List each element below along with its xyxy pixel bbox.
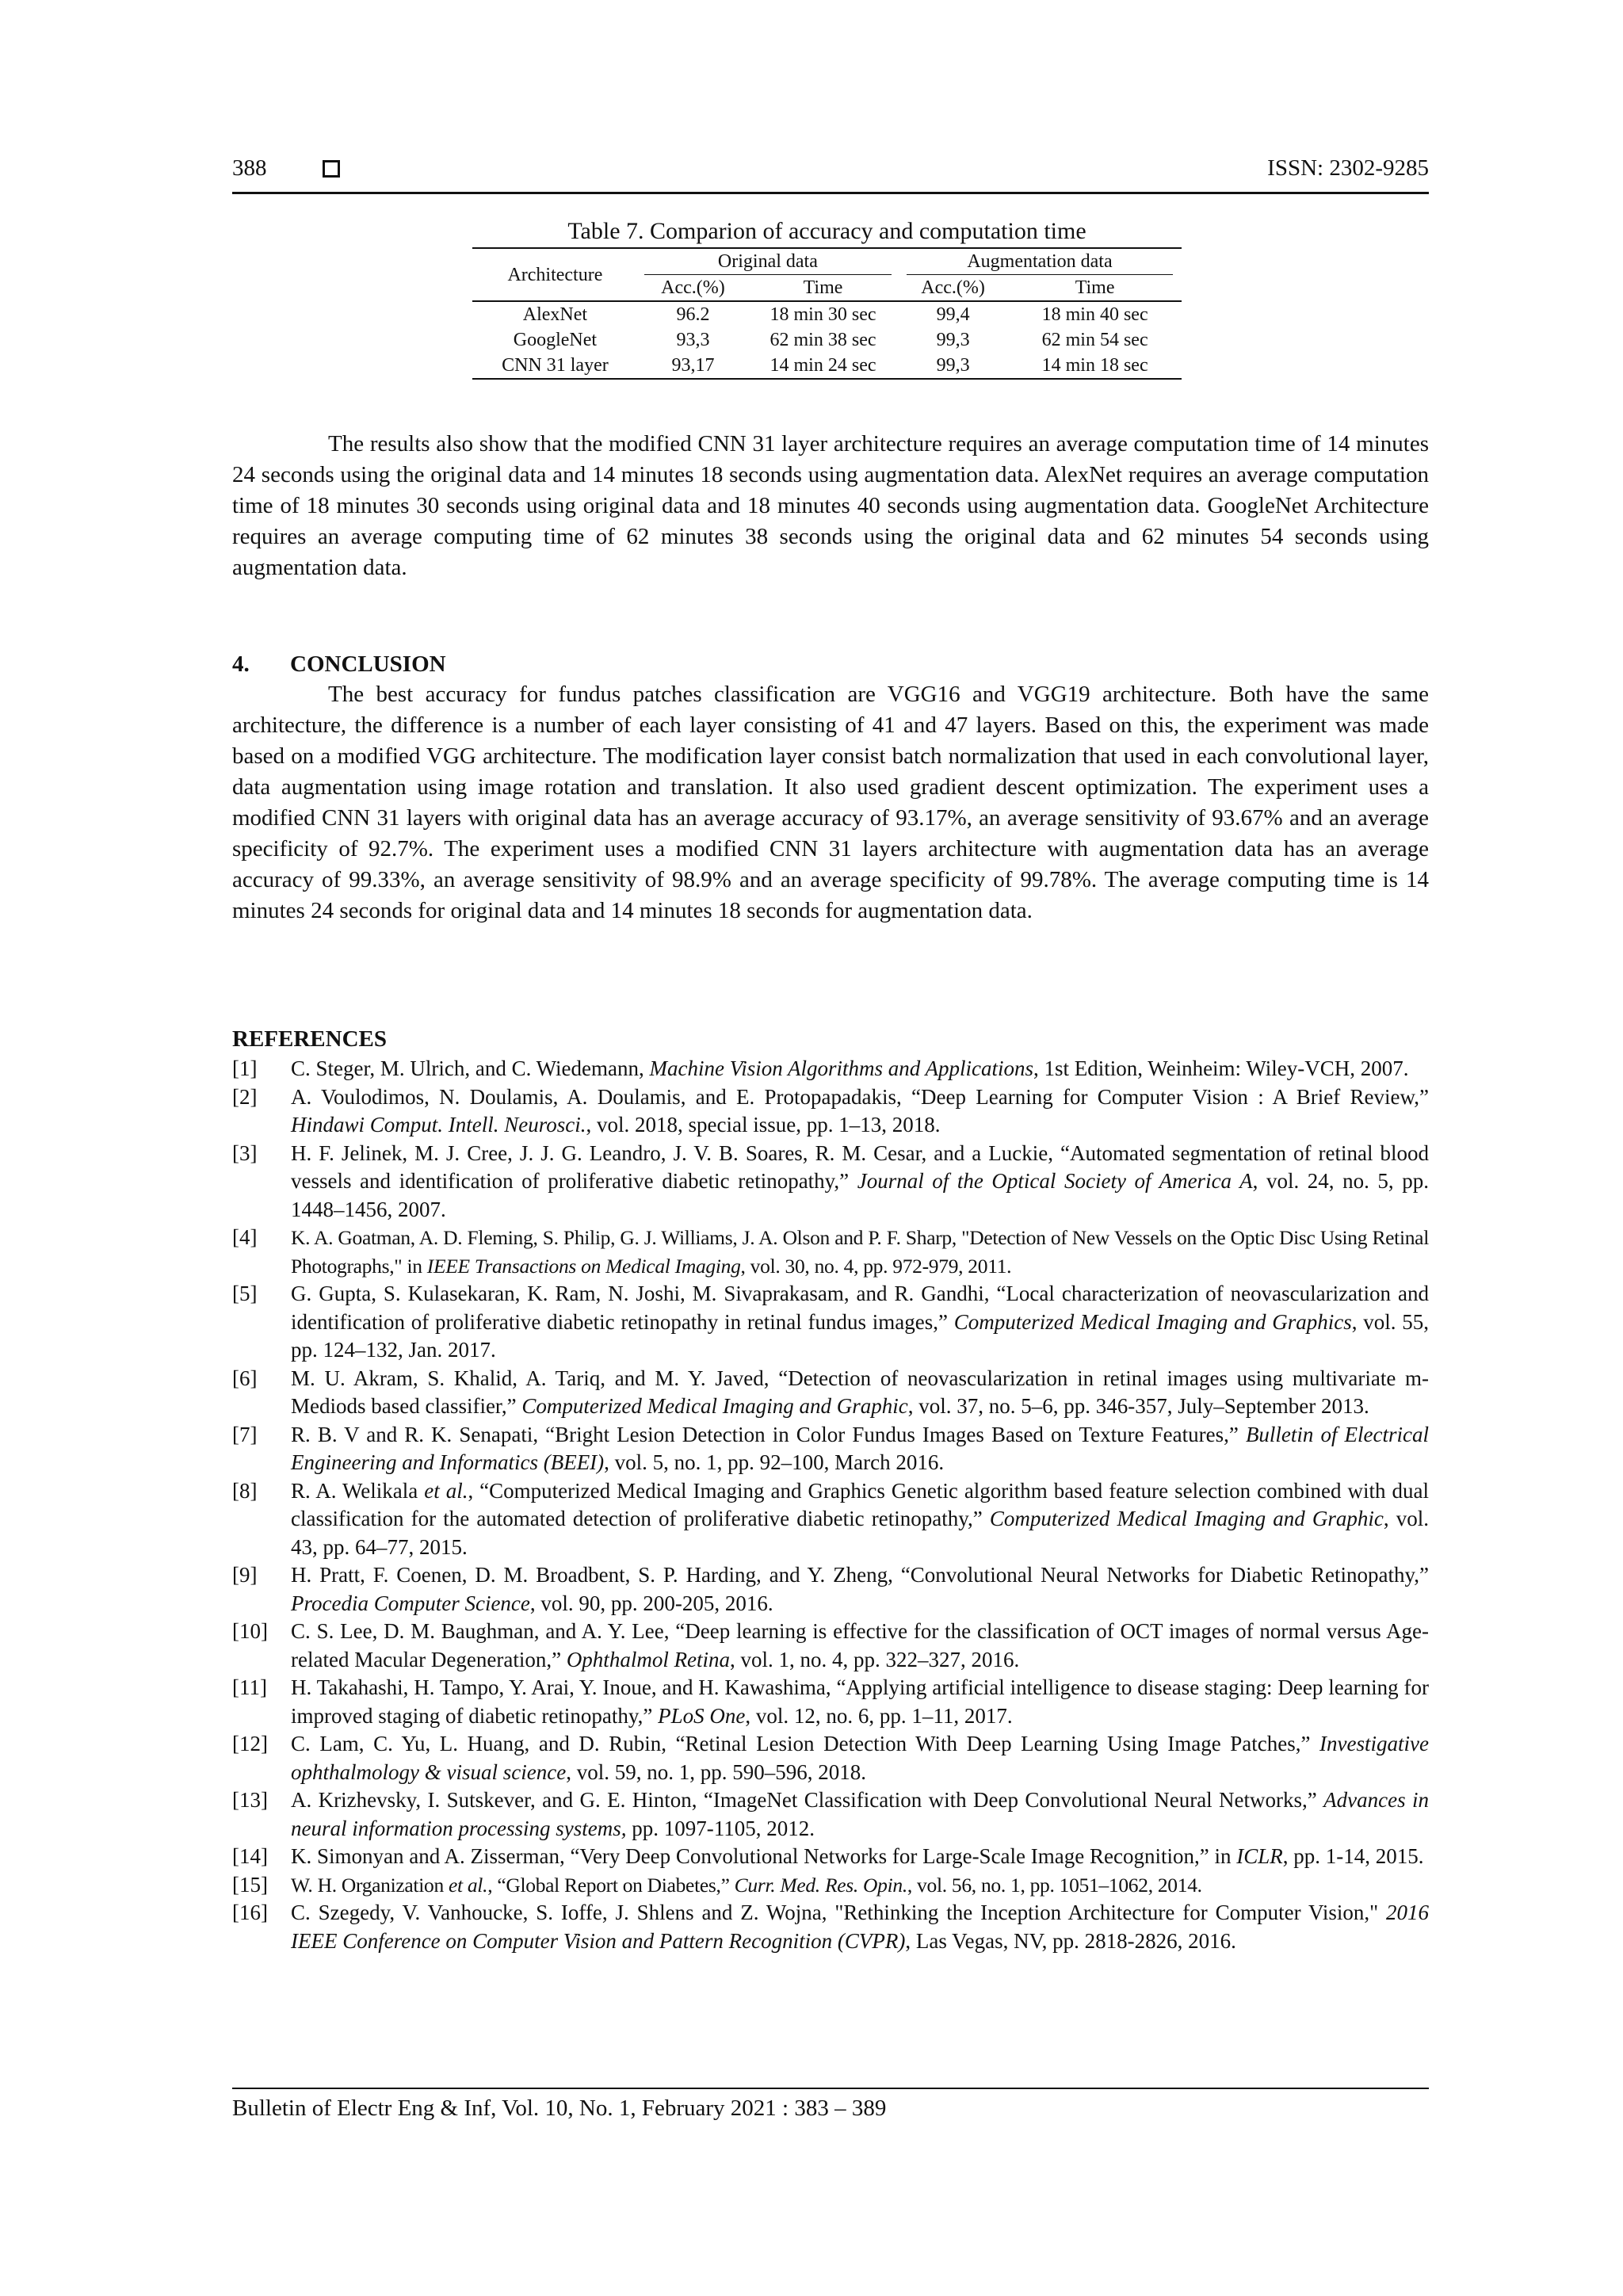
cell-aug-time: 14 min 18 sec (1008, 353, 1182, 379)
reference-segment: , vol. 56, no. 1, pp. 1051–1062, 2014. (907, 1873, 1202, 1897)
page-number: 388 (232, 155, 267, 181)
reference-text (291, 1421, 1429, 1477)
cell-arch: CNN 31 layer (472, 353, 638, 379)
reference-segment: , vol. 59, no. 1, pp. 590–596, 2018. (566, 1759, 866, 1784)
col-group-original (638, 248, 898, 275)
reference-item (232, 1871, 1429, 1900)
reference-item (232, 1055, 1429, 1083)
comparison-table-block (472, 217, 1182, 380)
reference-segment: , 1st Edition, Weinheim: Wiley-VCH, 2007. (1033, 1056, 1409, 1080)
col-architecture: Architecture (472, 248, 638, 301)
reference-segment: C. Steger, M. Ulrich, and C. Wiedemann, (291, 1056, 650, 1080)
page-footer: Bulletin of Electr Eng & Inf, Vol. 10, No. 1, February 2021 : 383 – 389 (232, 2095, 887, 2121)
reference-venue: Hindawi Comput. Intell. Neurosci. (291, 1113, 586, 1137)
cell-orig-acc: 96.2 (676, 304, 710, 325)
comparison-table (472, 247, 1182, 380)
reference-venue: Computerized Medical Imaging and Graphic (989, 1507, 1384, 1530)
cell-aug-acc: 99,3 (898, 353, 1008, 379)
results-paragraph: The results also show that the modified CNN 31 layer architecture requires an average computation time of 14 minutes 24 seconds using the original data and 14 minutes 18 seconds using augmentation data. AlexNet requires an average computation time of 18 minutes 30 seconds using original data and 18 minutes 40 seconds using augmentation data. GoogleNet Architecture requires an average computing time of 62 minutes 38 seconds using the original data and 62 minutes 54 seconds using augmentation data. (232, 431, 1429, 580)
reference-number: [9] (232, 1563, 258, 1587)
reference-item (232, 1280, 1429, 1365)
reference-segment: , vol. 5, no. 1, pp. 92–100, March 2016. (604, 1450, 945, 1474)
reference-segment: K. A. Goatman, A. D. Fleming, S. Philip, G. J. Williams, J. A. Olson and P. F. Sharp, "Detection of New Vessels on the Optic Disc Using Retinal Photographs," in (291, 1226, 1429, 1278)
reference-segment: , vol. 43, pp. 64–77, 2015. (291, 1507, 1429, 1559)
reference-number: [1] (232, 1056, 258, 1080)
cell-aug-time: 18 min 40 sec (1041, 304, 1148, 325)
reference-segment: A. Krizhevsky, I. Sutskever, and G. E. Hinton, “ImageNet Classification with Deep Convolutional Neural Networks,” (291, 1788, 1324, 1812)
reference-item (232, 1224, 1429, 1280)
reference-segment: K. Simonyan and A. Zisserman, “Very Deep Convolutional Networks for Large-Scale Image Recognition,” in (291, 1844, 1237, 1868)
reference-item (232, 1674, 1429, 1730)
table-row (472, 353, 1182, 379)
reference-text (291, 1871, 1429, 1900)
reference-venue: et al. (424, 1478, 468, 1503)
reference-venue: Investigative ophthalmology & visual science (291, 1732, 1429, 1784)
reference-number: [11] (232, 1675, 267, 1699)
reference-segment: , vol. 1, no. 4, pp. 322–327, 2016. (730, 1647, 1020, 1671)
reference-venue: Ophthalmol Retina (566, 1647, 731, 1671)
reference-segment: G. Gupta, S. Kulasekaran, K. Ram, N. Joshi, M. Sivaprakasam, and R. Gandhi, “Local characterization of neovascularization and identification of proliferative diabetic retinopathy in retinal fundus images,” (291, 1282, 1429, 1334)
reference-item (232, 1365, 1429, 1421)
reference-venue: Procedia Computer Science (291, 1591, 530, 1615)
issn-label: ISSN: 2302-9285 (1267, 155, 1429, 181)
section-title: CONCLUSION (290, 651, 446, 677)
reference-venue: Computerized Medical Imaging and Graphics (953, 1309, 1352, 1334)
reference-text (291, 1365, 1429, 1421)
reference-venue: PLoS One (658, 1703, 746, 1728)
reference-item (232, 1899, 1429, 1955)
footer-divider (232, 2088, 1429, 2089)
reference-segment: H. Takahashi, H. Tampo, Y. Arai, Y. Inoue, and H. Kawashima, “Applying artificial intelligence to disease staging: Deep learning for improved staging of diabetic retinopathy,” (291, 1675, 1429, 1728)
reference-number: [13] (232, 1788, 268, 1812)
section-number: 4. (232, 651, 250, 677)
reference-venue: et al. (448, 1873, 488, 1897)
reference-item (232, 1477, 1429, 1562)
references-heading: REFERENCES (232, 1026, 387, 1052)
reference-item (232, 1083, 1429, 1140)
reference-segment: , vol. 12, no. 6, pp. 1–11, 2017. (745, 1703, 1013, 1728)
reference-segment: W. H. Organization (291, 1873, 449, 1897)
header-divider (232, 192, 1429, 194)
reference-venue: Computerized Medical Imaging and Graphic (521, 1394, 908, 1418)
reference-venue: IEEE Transactions on Medical Imaging (426, 1254, 741, 1278)
reference-text (291, 1561, 1429, 1618)
checkbox-square-icon (323, 160, 340, 178)
cell-arch: GoogleNet (513, 330, 598, 350)
cell-aug-time: 62 min 54 sec (1041, 330, 1148, 350)
reference-number: [12] (232, 1732, 268, 1755)
cell-aug-acc: 99,4 (936, 304, 970, 325)
reference-number: [15] (232, 1872, 268, 1897)
reference-text (291, 1280, 1429, 1365)
reference-text (291, 1055, 1429, 1083)
reference-segment: C. Lam, C. Yu, L. Huang, and D. Rubin, “Retinal Lesion Detection With Deep Learning Using Image Patches,” (291, 1732, 1320, 1755)
col-aug-acc: Acc.(%) (898, 275, 1008, 301)
reference-text (291, 1730, 1429, 1786)
reference-number: [14] (232, 1844, 268, 1868)
cell-orig-acc: 93,17 (638, 353, 748, 379)
reference-segment: A. Voulodimos, N. Doulamis, A. Doulamis, and E. Protopapadakis, “Deep Learning for Computer Vision : A Brief Review,” (291, 1084, 1429, 1109)
col-aug-time: Time (1008, 275, 1182, 301)
col-group-augmented-label: Augmentation data (907, 249, 1174, 275)
reference-text (291, 1786, 1429, 1843)
reference-segment: R. A. Welikala (291, 1478, 425, 1503)
reference-segment: H. F. Jelinek, M. J. Cree, J. J. G. Leandro, J. V. B. Soares, R. M. Cesar, and a Luckie, “Automated segmentation of retinal blood vessels and identification of proliferative diabetic retinopathy,” (291, 1140, 1429, 1193)
reference-number: [8] (232, 1478, 258, 1503)
reference-segment: H. Pratt, F. Coenen, D. M. Broadbent, S. P. Harding, and Y. Zheng, “Convolutional Neural Networks for Diabetic Retinopathy,” (291, 1563, 1429, 1587)
reference-segment: , vol. 37, no. 5–6, pp. 346-357, July–September 2013. (907, 1394, 1369, 1418)
reference-number: [5] (232, 1282, 258, 1305)
references-list (232, 1055, 1429, 1955)
cell-arch: AlexNet (522, 304, 588, 325)
reference-text (291, 1843, 1429, 1871)
reference-text (291, 1140, 1429, 1224)
reference-text (291, 1674, 1429, 1730)
reference-venue: ICLR (1236, 1844, 1283, 1868)
reference-number: [6] (232, 1366, 258, 1390)
reference-segment: , “Computerized Medical Imaging and Graphics Genetic algorithm based feature selection combined with dual classification for the automated detection of proliferative diabetic retinopathy,” (291, 1478, 1429, 1530)
section-heading-conclusion (232, 649, 446, 679)
reference-item (232, 1730, 1429, 1786)
cell-orig-acc: 93,3 (676, 330, 710, 350)
reference-segment: R. B. V and R. K. Senapati, “Bright Lesion Detection in Color Fundus Images Based on Texture Features,” (291, 1422, 1246, 1446)
reference-text (291, 1899, 1429, 1955)
cell-orig-time: 18 min 30 sec (769, 304, 876, 325)
reference-number: [10] (232, 1619, 268, 1643)
col-orig-acc: Acc.(%) (638, 275, 748, 301)
reference-item (232, 1843, 1429, 1871)
table-row (472, 327, 1182, 353)
reference-venue: Curr. Med. Res. Opin. (734, 1873, 907, 1897)
reference-venue: Advances in neural information processing systems, (291, 1788, 1430, 1840)
table-caption: Table 7. Comparion of accuracy and computation time (567, 218, 1086, 244)
reference-segment: , vol. 55, pp. 124–132, Jan. 2017. (291, 1309, 1429, 1362)
reference-segment: M. U. Akram, S. Khalid, A. Tariq, and M. Y. Javed, “Detection of neovascularization in retinal images using multivariate m-Mediods based classifier,” (291, 1366, 1429, 1418)
reference-number: [4] (232, 1225, 258, 1249)
reference-item (232, 1618, 1429, 1674)
cell-aug-acc: 99,3 (936, 330, 970, 350)
col-group-augmented (898, 248, 1182, 275)
reference-segment: , vol. 2018, special issue, pp. 1–13, 2018. (586, 1113, 941, 1137)
reference-segment: , pp. 1-14, 2015. (1282, 1844, 1424, 1868)
reference-segment: C. Szegedy, V. Vanhoucke, S. Ioffe, J. Shlens and Z. Wojna, "Rethinking the Inception Architecture for Computer Vision," (291, 1901, 1386, 1924)
reference-segment: C. S. Lee, D. M. Baughman, and A. Y. Lee, “Deep learning is effective for the classification of OCT images of normal versus Age-related Macular Degeneration,” (291, 1619, 1429, 1671)
col-group-original-label: Original data (644, 249, 892, 275)
reference-text (291, 1083, 1429, 1140)
reference-item (232, 1561, 1429, 1618)
reference-segment: , Las Vegas, NV, pp. 2818-2826, 2016. (905, 1928, 1236, 1953)
col-orig-time: Time (748, 275, 898, 301)
reference-venue: Journal of the Optical Society of America A (857, 1169, 1253, 1193)
reference-text (291, 1224, 1429, 1280)
conclusion-paragraph: The best accuracy for fundus patches classification are VGG16 and VGG19 architecture. Both have the same architecture, the difference is a number of each layer consisting of 41 and 47 layers. Based on this, the experiment was made based on a modified VGG architecture. The modification layer consist batch normalization that used in each convolutional layer, data augmentation using image rotation and translation. It also used gradient descent optimization. The experiment uses a modified CNN 31 layers with original data has an average accuracy of 93.17%, an average sensitivity of 93.67% and an average specificity of 92.7%. The experiment uses a modified CNN 31 layers architecture with augmentation data has an average accuracy of 99.33%, an average sensitivity of 98.9% and an average specificity of 99.78%. The average computing time is 14 minutes 24 seconds for original data and 14 minutes 18 seconds for augmentation data. (232, 682, 1429, 923)
reference-number: [2] (232, 1084, 258, 1109)
table-row (472, 301, 1182, 327)
page-header (232, 155, 1429, 195)
reference-venue: 2016 IEEE Conference on Computer Vision and Pattern Recognition (CVPR) (291, 1901, 1429, 1953)
reference-item (232, 1140, 1429, 1224)
reference-segment: pp. 1097-1105, 2012. (626, 1816, 815, 1840)
cell-orig-time: 14 min 24 sec (748, 353, 898, 379)
reference-number: [16] (232, 1901, 268, 1924)
reference-number: [3] (232, 1140, 258, 1165)
reference-text (291, 1477, 1429, 1562)
reference-segment: , “Global Report on Diabetes,” (487, 1873, 735, 1897)
reference-segment: , vol. 24, no. 5, pp. 1448–1456, 2007. (291, 1169, 1429, 1221)
reference-text (291, 1618, 1429, 1674)
reference-venue: Bulletin of Electrical Engineering and Informatics (BEEI) (291, 1422, 1429, 1474)
reference-number: [7] (232, 1422, 258, 1446)
reference-segment: , vol. 30, no. 4, pp. 972-979, 2011. (740, 1254, 1012, 1278)
reference-item (232, 1786, 1429, 1843)
cell-orig-time: 62 min 38 sec (769, 330, 876, 350)
reference-segment: , vol. 90, pp. 200-205, 2016. (529, 1591, 773, 1615)
reference-venue: Machine Vision Algorithms and Applications (649, 1056, 1033, 1080)
reference-item (232, 1421, 1429, 1477)
